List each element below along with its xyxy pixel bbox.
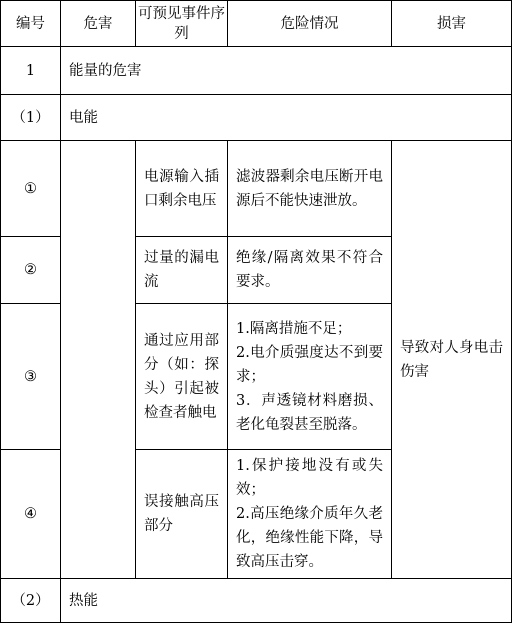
header-harm: 损害 [392,1,512,47]
item-3-sequence: 通过应用部分（如：探头）引起被检查者触电 [136,304,228,450]
item-2-number: ② [1,237,61,304]
table-row-item-1 [1,141,512,237]
row-1-1-number: （1） [1,95,61,141]
item-1-situation: 滤波器剩余电压断开电源后不能快速泄放。 [228,141,392,237]
item-2-situation: 绝缘/隔离效果不符合要求。 [228,237,392,304]
header-sequence-text: 可预见事件序列 [138,5,225,42]
table-row-1 [1,47,512,95]
row-1-number: 1 [1,47,61,95]
row-2-title: 热能 [61,579,512,623]
row-1-title: 能量的危害 [61,47,512,95]
item-3-situation-line-2: 2.电介质强度达不到要求； [236,344,383,385]
header-sequence [136,1,228,47]
row-2-number: （2） [1,579,61,623]
harm-merged-cell: 导致对人身电击伤害 [392,141,512,579]
header-hazard: 危害 [61,1,136,47]
item-3-situation-line-3: 3．声透镜材料磨损、老化龟裂甚至脱落。 [236,392,383,433]
item-2-sequence: 过量的漏电流 [136,237,228,304]
item-1-number: ① [1,141,61,237]
item-4-sequence: 误接触高压部分 [136,450,228,579]
item-4-number: ④ [1,450,61,579]
hazard-merged-cell [61,141,136,579]
item-4-situation-line-2: 2.高压绝缘介质年久老化，绝缘性能下降，导致高压击穿。 [236,506,383,570]
item-3-number: ③ [1,304,61,450]
header-number: 编号 [1,1,61,47]
item-4-situation [228,450,392,579]
item-4-situation-line-1: 1.保护接地没有或失效； [236,458,383,498]
table-row-1-1 [1,95,512,141]
row-1-1-title: 电能 [61,95,512,141]
item-3-situation-line-1: 1.隔离措施不足； [236,320,352,337]
item-3-situation [228,304,392,450]
item-1-sequence: 电源输入插口剩余电压 [136,141,228,237]
header-row [1,1,512,47]
header-situation: 危险情况 [228,1,392,47]
